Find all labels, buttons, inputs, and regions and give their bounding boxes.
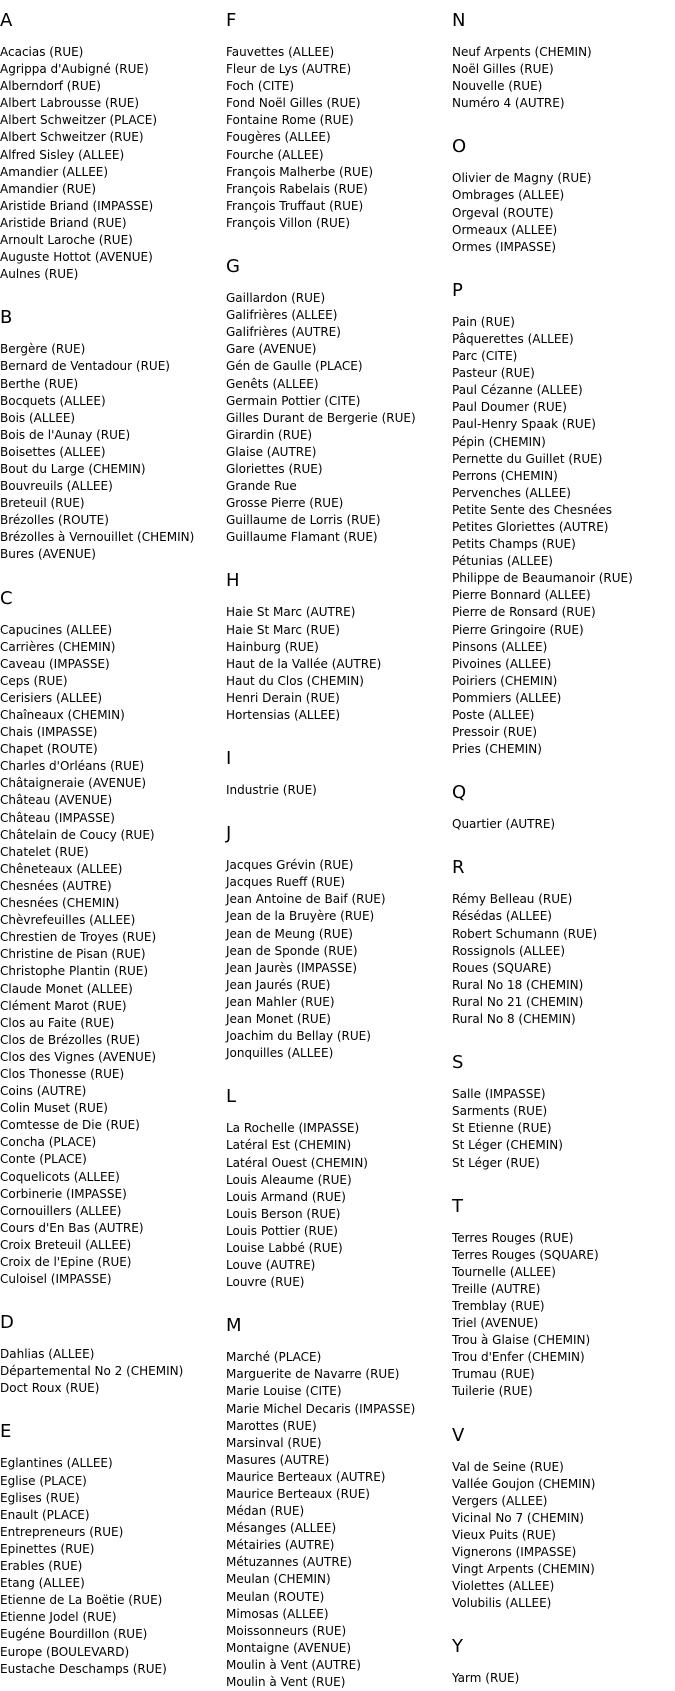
section-j	[226, 823, 446, 1076]
section-letter: A	[0, 10, 13, 31]
street-item: Genêts (ALLEE)	[226, 376, 319, 391]
street-item: Aristide Briand (IMPASSE)	[0, 198, 154, 213]
street-item: Pierre de Ronsard (RUE)	[452, 605, 596, 620]
street-list	[452, 314, 672, 758]
street-item: Vignerons (IMPASSE)	[452, 1545, 577, 1559]
street-item: Pommiers (ALLEE)	[452, 690, 562, 705]
street-item: Vallée Goujon (CHEMIN)	[452, 1476, 596, 1491]
street-item: Cours d'En Bas (AUTRE)	[0, 1220, 144, 1235]
street-item: Résédas (ALLEE)	[452, 909, 552, 924]
street-item: Mésanges (ALLEE)	[226, 1521, 337, 1536]
street-item: Marottes (RUE)	[226, 1418, 317, 1433]
street-item: Bernard de Ventadour (RUE)	[0, 359, 170, 374]
street-item: Eglise (PLACE)	[0, 1473, 87, 1488]
street-item: François Villon (RUE)	[226, 215, 351, 230]
street-item: Terres Rouges (SQUARE)	[452, 1247, 599, 1262]
section-l	[226, 1086, 446, 1305]
street-item: Vieux Puits (RUE)	[452, 1527, 556, 1542]
street-item: Paul Cézanne (ALLEE)	[452, 383, 583, 398]
street-item: Ceps (RUE)	[0, 673, 68, 688]
street-item: Bois (ALLEE)	[0, 410, 76, 425]
street-item: Brézolles à Vernouillet (CHEMIN)	[0, 530, 195, 545]
street-item: Violettes (ALLEE)	[452, 1579, 555, 1594]
street-item: Vergers (ALLEE)	[452, 1493, 548, 1508]
section-o	[452, 136, 672, 269]
street-item: Parc (CITE)	[452, 349, 518, 364]
street-item: Croix de l'Epine (RUE)	[0, 1255, 132, 1269]
street-item: Châtaigneraie (AVENUE)	[0, 776, 147, 791]
street-item: St Etienne (RUE)	[452, 1121, 552, 1136]
street-item: Carrières (CHEMIN)	[0, 639, 116, 654]
street-item: Christine de Pisan (RUE)	[0, 947, 146, 962]
street-item: Breteuil (RUE)	[0, 496, 85, 511]
street-item: Joachim du Bellay (RUE)	[226, 1029, 371, 1044]
street-item: Marie Louise (CITE)	[226, 1384, 342, 1399]
street-item: Clos des Vignes (AVENUE)	[0, 1049, 157, 1064]
street-item: Girardin (RUE)	[226, 427, 313, 442]
street-item: Louis Armand (RUE)	[226, 1189, 346, 1204]
street-item: Départemental No 2 (CHEMIN)	[0, 1364, 184, 1379]
section-d	[0, 1312, 220, 1411]
street-item: Glaise (AUTRE)	[226, 444, 317, 459]
street-item: Jean de Meung (RUE)	[226, 926, 353, 941]
street-item: Latéral Est (CHEMIN)	[226, 1138, 352, 1153]
street-item: Louis Berson (RUE)	[226, 1206, 341, 1221]
street-item: Coins (AUTRE)	[0, 1084, 87, 1099]
street-item: Pasteur (RUE)	[452, 366, 535, 381]
street-list	[226, 44, 446, 232]
street-list	[226, 857, 446, 1062]
street-item: Fond Noël Gilles (RUE)	[226, 96, 361, 111]
section-letter: S	[452, 1052, 464, 1074]
street-item: St Léger (RUE)	[452, 1155, 540, 1170]
section-letter: F	[226, 10, 237, 31]
street-item: Fougères (ALLEE)	[226, 130, 331, 145]
street-item: Moulin à Vent (AUTRE)	[226, 1657, 361, 1672]
street-list	[452, 1459, 672, 1613]
section-letter: H	[226, 570, 240, 592]
street-item: Acacias (RUE)	[0, 45, 84, 59]
street-item: Pivoines (ALLEE)	[452, 656, 552, 671]
section-h	[226, 570, 446, 738]
street-list	[226, 782, 446, 799]
street-item: Chais (IMPASSE)	[0, 725, 98, 740]
street-item: Eugéne Bourdillon (RUE)	[0, 1627, 148, 1642]
street-list	[0, 1346, 220, 1397]
street-item: Amandier (RUE)	[0, 181, 97, 196]
street-item: Maurice Berteaux (AUTRE)	[226, 1469, 386, 1484]
street-item: Auguste Hottot (AVENUE)	[0, 250, 153, 265]
street-item: Clément Marot (RUE)	[0, 998, 127, 1013]
street-item: Guillaume de Lorris (RUE)	[226, 513, 381, 528]
street-item: Capucines (ALLEE)	[0, 622, 113, 637]
street-item: Galifrières (ALLEE)	[226, 308, 338, 323]
section-letter: B	[0, 307, 13, 329]
section-letter: D	[0, 1312, 14, 1334]
street-item: Chesnées (CHEMIN)	[0, 896, 120, 911]
street-item: Comtesse de Die (RUE)	[0, 1118, 140, 1133]
street-item: Agrippa d'Aubigné (RUE)	[0, 62, 149, 77]
street-item: Robert Schumann (RUE)	[452, 926, 598, 941]
street-list	[0, 622, 220, 1289]
street-item: François Truffaut (RUE)	[226, 198, 364, 213]
street-item: Pressoir (RUE)	[452, 725, 538, 740]
street-item: Arnoult Laroche (RUE)	[0, 233, 133, 248]
street-list	[452, 44, 672, 112]
section-letter: I	[226, 748, 232, 770]
street-item: Poste (ALLEE)	[452, 708, 535, 722]
street-item: Bois de l'Aunay (RUE)	[0, 427, 131, 442]
street-item: Château (AVENUE)	[0, 793, 113, 808]
street-item: Foch (CITE)	[226, 79, 295, 94]
street-item: Caveau (IMPASSE)	[0, 656, 110, 671]
street-item: Maurice Berteaux (RUE)	[226, 1487, 370, 1501]
street-item: Masures (AUTRE)	[226, 1452, 330, 1467]
street-item: Galifrières (AUTRE)	[226, 325, 341, 340]
street-item: Petits Champs (RUE)	[452, 537, 576, 552]
street-item: Fleur de Lys (AUTRE)	[226, 62, 352, 77]
street-item: Marché (PLACE)	[226, 1350, 322, 1365]
street-item: Amandier (ALLEE)	[0, 164, 109, 179]
street-item: Louis Aleaume (RUE)	[226, 1172, 352, 1187]
street-item: Marsinval (RUE)	[226, 1435, 322, 1450]
section-f	[226, 10, 446, 246]
street-item: Pries (CHEMIN)	[452, 742, 542, 757]
street-item: Philippe de Beaumanoir (RUE)	[452, 571, 633, 586]
street-list	[226, 290, 446, 546]
section-letter: O	[452, 136, 467, 158]
section-letter: G	[226, 256, 240, 278]
street-item: Clos au Faite (RUE)	[0, 1015, 115, 1030]
street-item: Jean Antoine de Baif (RUE)	[226, 892, 386, 907]
street-item: Treille (AUTRE)	[452, 1281, 541, 1296]
street-item: Bures (AVENUE)	[0, 547, 96, 562]
street-item: Bergère (RUE)	[0, 342, 86, 357]
street-item: Château (IMPASSE)	[0, 810, 115, 825]
street-item: Gaillardon (RUE)	[226, 291, 326, 306]
section-t	[452, 1196, 672, 1415]
column-1	[0, 0, 220, 1678]
street-item: Eglises (RUE)	[0, 1490, 80, 1505]
street-item: Henri Derain (RUE)	[226, 690, 340, 705]
street-item: Europe (BOULEVARD)	[0, 1644, 130, 1659]
street-item: Rémy Belleau (RUE)	[452, 892, 573, 907]
street-item: Berthe (RUE)	[0, 376, 79, 391]
section-c	[0, 588, 220, 1303]
street-item: Olivier de Magny (RUE)	[452, 171, 592, 186]
street-item: Louis Pottier (RUE)	[226, 1223, 338, 1238]
street-item: Volubilis (ALLEE)	[452, 1596, 552, 1611]
street-item: Haut de la Vallée (AUTRE)	[226, 656, 382, 671]
street-item: Fontaine Rome (RUE)	[226, 113, 354, 128]
street-item: Eustache Deschamps (RUE)	[0, 1661, 167, 1676]
street-item: Moissonneurs (RUE)	[226, 1623, 347, 1638]
street-item: Rural No 8 (CHEMIN)	[452, 1012, 576, 1027]
street-item: Conte (PLACE)	[0, 1152, 87, 1167]
section-letter: V	[452, 1424, 465, 1446]
street-item: Claude Monet (ALLEE)	[0, 981, 133, 996]
street-item: Trumau (RUE)	[452, 1367, 535, 1382]
street-item: Pétunias (ALLEE)	[452, 554, 553, 569]
street-item: Haut du Clos (CHEMIN)	[226, 673, 364, 688]
street-item: Meulan (ROUTE)	[226, 1589, 325, 1604]
street-item: Numéro 4 (AUTRE)	[452, 96, 565, 111]
street-item: Nouvelle (RUE)	[452, 79, 543, 94]
street-item: Jean de Sponde (RUE)	[226, 943, 358, 958]
street-item: Concha (PLACE)	[0, 1135, 97, 1150]
street-item: Sarments (RUE)	[452, 1104, 548, 1119]
street-item: Châtelain de Coucy (RUE)	[0, 827, 155, 842]
street-item: Terres Rouges (RUE)	[452, 1230, 574, 1245]
street-item: Pierre Bonnard (ALLEE)	[452, 588, 591, 603]
street-item: Jean de la Bruyère (RUE)	[226, 909, 375, 924]
street-item: Gloriettes (RUE)	[226, 461, 323, 476]
street-list	[452, 891, 672, 1028]
street-list	[0, 341, 220, 563]
street-item: Noël Gilles (RUE)	[452, 62, 554, 77]
street-item: Epinettes (RUE)	[0, 1541, 95, 1556]
street-list	[0, 44, 220, 283]
street-item: Meulan (CHEMIN)	[226, 1572, 331, 1587]
street-item: Albert Labrousse (RUE)	[0, 96, 140, 111]
street-item: Haie St Marc (AUTRE)	[226, 605, 356, 620]
street-item: Clos de Brézolles (RUE)	[0, 1032, 141, 1047]
street-item: Albert Schweitzer (PLACE)	[0, 113, 158, 128]
street-item: Pépin (CHEMIN)	[452, 434, 546, 449]
street-list	[452, 1086, 672, 1171]
street-item: Boisettes (ALLEE)	[0, 444, 106, 459]
street-item: Salle (IMPASSE)	[452, 1087, 546, 1102]
street-item: Charles d'Orléans (RUE)	[0, 759, 145, 774]
street-item: Chrestien de Troyes (RUE)	[0, 930, 157, 945]
street-item: Chaîneaux (CHEMIN)	[0, 708, 125, 722]
street-item: Rural No 21 (CHEMIN)	[452, 994, 584, 1009]
street-item: Germain Pottier (CITE)	[226, 393, 361, 408]
street-item: Pervenches (ALLEE)	[452, 485, 571, 500]
street-item: Marguerite de Navarre (RUE)	[226, 1367, 400, 1382]
street-item: Jean Jaurés (RUE)	[226, 977, 331, 992]
street-list	[452, 1670, 672, 1687]
street-item: Montaigne (AVENUE)	[226, 1640, 352, 1655]
street-item: Christophe Plantin (RUE)	[0, 964, 149, 979]
street-list	[452, 816, 672, 833]
street-item: La Rochelle (IMPASSE)	[226, 1121, 360, 1136]
section-g	[226, 256, 446, 560]
street-item: Guillaume Flamant (RUE)	[226, 530, 378, 545]
street-item: Métairies (AUTRE)	[226, 1538, 335, 1553]
section-letter: J	[226, 823, 232, 845]
street-list	[226, 604, 446, 724]
street-list	[0, 1455, 220, 1677]
section-v	[452, 1425, 672, 1627]
street-item: Gén de Gaulle (PLACE)	[226, 359, 363, 374]
street-item: Hortensias (ALLEE)	[226, 708, 341, 722]
street-item: Mimosas (ALLEE)	[226, 1606, 329, 1621]
column-3	[452, 0, 672, 1687]
street-item: Grosse Pierre (RUE)	[226, 496, 344, 511]
street-item: Trou d'Enfer (CHEMIN)	[452, 1350, 585, 1365]
street-item: Médan (RUE)	[226, 1504, 305, 1519]
street-item: Etienne Jodel (RUE)	[0, 1610, 117, 1625]
street-item: Etienne de La Boëtie (RUE)	[0, 1593, 163, 1608]
street-item: Clos Thonesse (RUE)	[0, 1066, 125, 1081]
section-letter: P	[452, 279, 463, 301]
section-letter: C	[0, 587, 13, 609]
street-item: Jean Monet (RUE)	[226, 1012, 331, 1027]
street-item: Latéral Ouest (CHEMIN)	[226, 1155, 368, 1170]
street-item: Tuilerie (RUE)	[452, 1384, 533, 1399]
column-2	[226, 0, 446, 1691]
section-r	[452, 857, 672, 1042]
street-item: Doct Roux (RUE)	[0, 1381, 100, 1396]
street-list	[452, 1230, 672, 1401]
section-letter: T	[452, 1195, 463, 1217]
street-item: Pernette du Guillet (RUE)	[452, 451, 603, 466]
street-item: Rural No 18 (CHEMIN)	[452, 977, 584, 992]
section-letter: Q	[452, 782, 467, 804]
street-item: Coquelicots (ALLEE)	[0, 1169, 120, 1184]
street-item: Roues (SQUARE)	[452, 960, 552, 975]
street-item: Ormes (IMPASSE)	[452, 239, 557, 254]
street-item: Triel (AVENUE)	[452, 1316, 539, 1331]
section-letter: L	[226, 1086, 237, 1108]
street-item: Quartier (AUTRE)	[452, 817, 556, 832]
section-letter: N	[452, 10, 466, 31]
section-a	[0, 10, 220, 297]
street-item: Louvre (RUE)	[226, 1275, 305, 1290]
street-item: Paul-Henry Spaak (RUE)	[452, 417, 596, 432]
street-item: Chêneteaux (ALLEE)	[0, 861, 123, 876]
street-item: Fauvettes (ALLEE)	[226, 45, 335, 59]
street-item: Rossignols (ALLEE)	[452, 943, 566, 958]
street-list	[226, 1349, 446, 1691]
street-item: Vicinal No 7 (CHEMIN)	[452, 1510, 585, 1525]
street-item: Pâquerettes (ALLEE)	[452, 331, 574, 346]
street-item: Jonquilles (ALLEE)	[226, 1046, 334, 1061]
section-i	[226, 748, 446, 813]
street-list	[452, 170, 672, 255]
street-item: St Léger (CHEMIN)	[452, 1138, 563, 1153]
section-n	[452, 10, 672, 126]
street-item: Cerisiers (ALLEE)	[0, 690, 103, 705]
street-item: Aulnes (RUE)	[0, 267, 79, 282]
street-item: Enault (PLACE)	[0, 1507, 90, 1522]
street-item: Louve (AUTRE)	[226, 1258, 316, 1273]
street-item: Bocquets (ALLEE)	[0, 393, 106, 408]
street-item: Ormeaux (ALLEE)	[452, 222, 558, 237]
section-letter: Y	[452, 1636, 463, 1658]
street-item: Entrepreneurs (RUE)	[0, 1524, 124, 1539]
street-item: Grande Rue	[226, 479, 297, 494]
street-item: Jacques Rueff (RUE)	[226, 875, 346, 890]
street-item: Tournelle (ALLEE)	[452, 1264, 556, 1279]
street-item: Pierre Gringoire (RUE)	[452, 622, 584, 637]
street-item: Louise Labbé (RUE)	[226, 1240, 343, 1255]
street-item: Chapet (ROUTE)	[0, 742, 98, 757]
section-e	[0, 1421, 220, 1677]
street-item: Gare (AVENUE)	[226, 342, 317, 357]
street-item: Chesnées (AUTRE)	[0, 878, 112, 893]
street-item: Petites Gloriettes (AUTRE)	[452, 519, 609, 534]
street-item: Marie Michel Decaris (IMPASSE)	[226, 1401, 416, 1416]
street-item: François Rabelais (RUE)	[226, 181, 368, 196]
section-letter: M	[226, 1315, 242, 1337]
street-item: Ombrages (ALLEE)	[452, 188, 565, 203]
street-item: Métuzannes (AUTRE)	[226, 1555, 352, 1570]
street-item: Dahlias (ALLEE)	[0, 1347, 95, 1362]
street-item: Haie St Marc (RUE)	[226, 622, 340, 637]
section-letter: R	[452, 857, 465, 879]
street-item: Perrons (CHEMIN)	[452, 468, 558, 483]
street-item: Petite Sente des Chesnées	[452, 502, 612, 517]
section-p	[452, 280, 672, 772]
street-item: Industrie (RUE)	[226, 783, 317, 798]
street-item: Chatelet (RUE)	[0, 844, 89, 859]
street-item: Culoisel (IMPASSE)	[0, 1272, 112, 1287]
street-item: Yarm (RUE)	[452, 1671, 520, 1686]
street-item: Erables (RUE)	[0, 1559, 83, 1574]
street-item: Etang (ALLEE)	[0, 1576, 85, 1591]
street-item: Bout du Large (CHEMIN)	[0, 461, 146, 476]
street-item: Bouvreuils (ALLEE)	[0, 479, 113, 494]
street-item: Paul Doumer (RUE)	[452, 400, 567, 415]
street-item: Fourche (ALLEE)	[226, 147, 324, 162]
street-item: Pain (RUE)	[452, 314, 515, 329]
section-q	[452, 782, 672, 847]
section-letter: E	[0, 1421, 12, 1443]
street-item: Cornouillers (ALLEE)	[0, 1203, 122, 1218]
street-item: Pinsons (ALLEE)	[452, 639, 548, 654]
street-item: Vingt Arpents (CHEMIN)	[452, 1562, 595, 1577]
street-item: Hainburg (RUE)	[226, 639, 319, 654]
street-item: Trou à Glaise (CHEMIN)	[452, 1333, 591, 1348]
street-item: Val de Seine (RUE)	[452, 1459, 564, 1474]
street-list	[226, 1120, 446, 1291]
street-item: Tremblay (RUE)	[452, 1298, 545, 1313]
street-item: Poiriers (CHEMIN)	[452, 673, 558, 688]
section-b	[0, 307, 220, 577]
street-item: Eglantines (ALLEE)	[0, 1456, 113, 1471]
street-item: Jean Mahler (RUE)	[226, 994, 335, 1009]
street-item: Alberndorf (RUE)	[0, 79, 101, 94]
street-item: Brézolles (ROUTE)	[0, 513, 109, 528]
street-item: Jean Jaurès (IMPASSE)	[226, 960, 358, 975]
street-item: Orgeval (ROUTE)	[452, 205, 554, 220]
street-item: Corbinerie (IMPASSE)	[0, 1186, 127, 1201]
street-item: Croix Breteuil (ALLEE)	[0, 1237, 132, 1252]
street-item: Albert Schweitzer (RUE)	[0, 130, 144, 145]
street-item: Chèvrefeuilles (ALLEE)	[0, 913, 136, 928]
street-item: Colin Muset (RUE)	[0, 1101, 108, 1116]
street-item: Moulin à Vent (RUE)	[226, 1675, 346, 1690]
street-item: Gilles Durant de Bergerie (RUE)	[226, 410, 416, 425]
section-y	[452, 1636, 672, 1687]
street-item: François Malherbe (RUE)	[226, 164, 374, 179]
section-m	[226, 1315, 446, 1691]
section-s	[452, 1052, 672, 1185]
street-item: Neuf Arpents (CHEMIN)	[452, 45, 592, 59]
street-item: Aristide Briand (RUE)	[0, 215, 127, 230]
street-item: Jacques Grévin (RUE)	[226, 858, 354, 873]
street-item: Alfred Sisley (ALLEE)	[0, 147, 125, 162]
